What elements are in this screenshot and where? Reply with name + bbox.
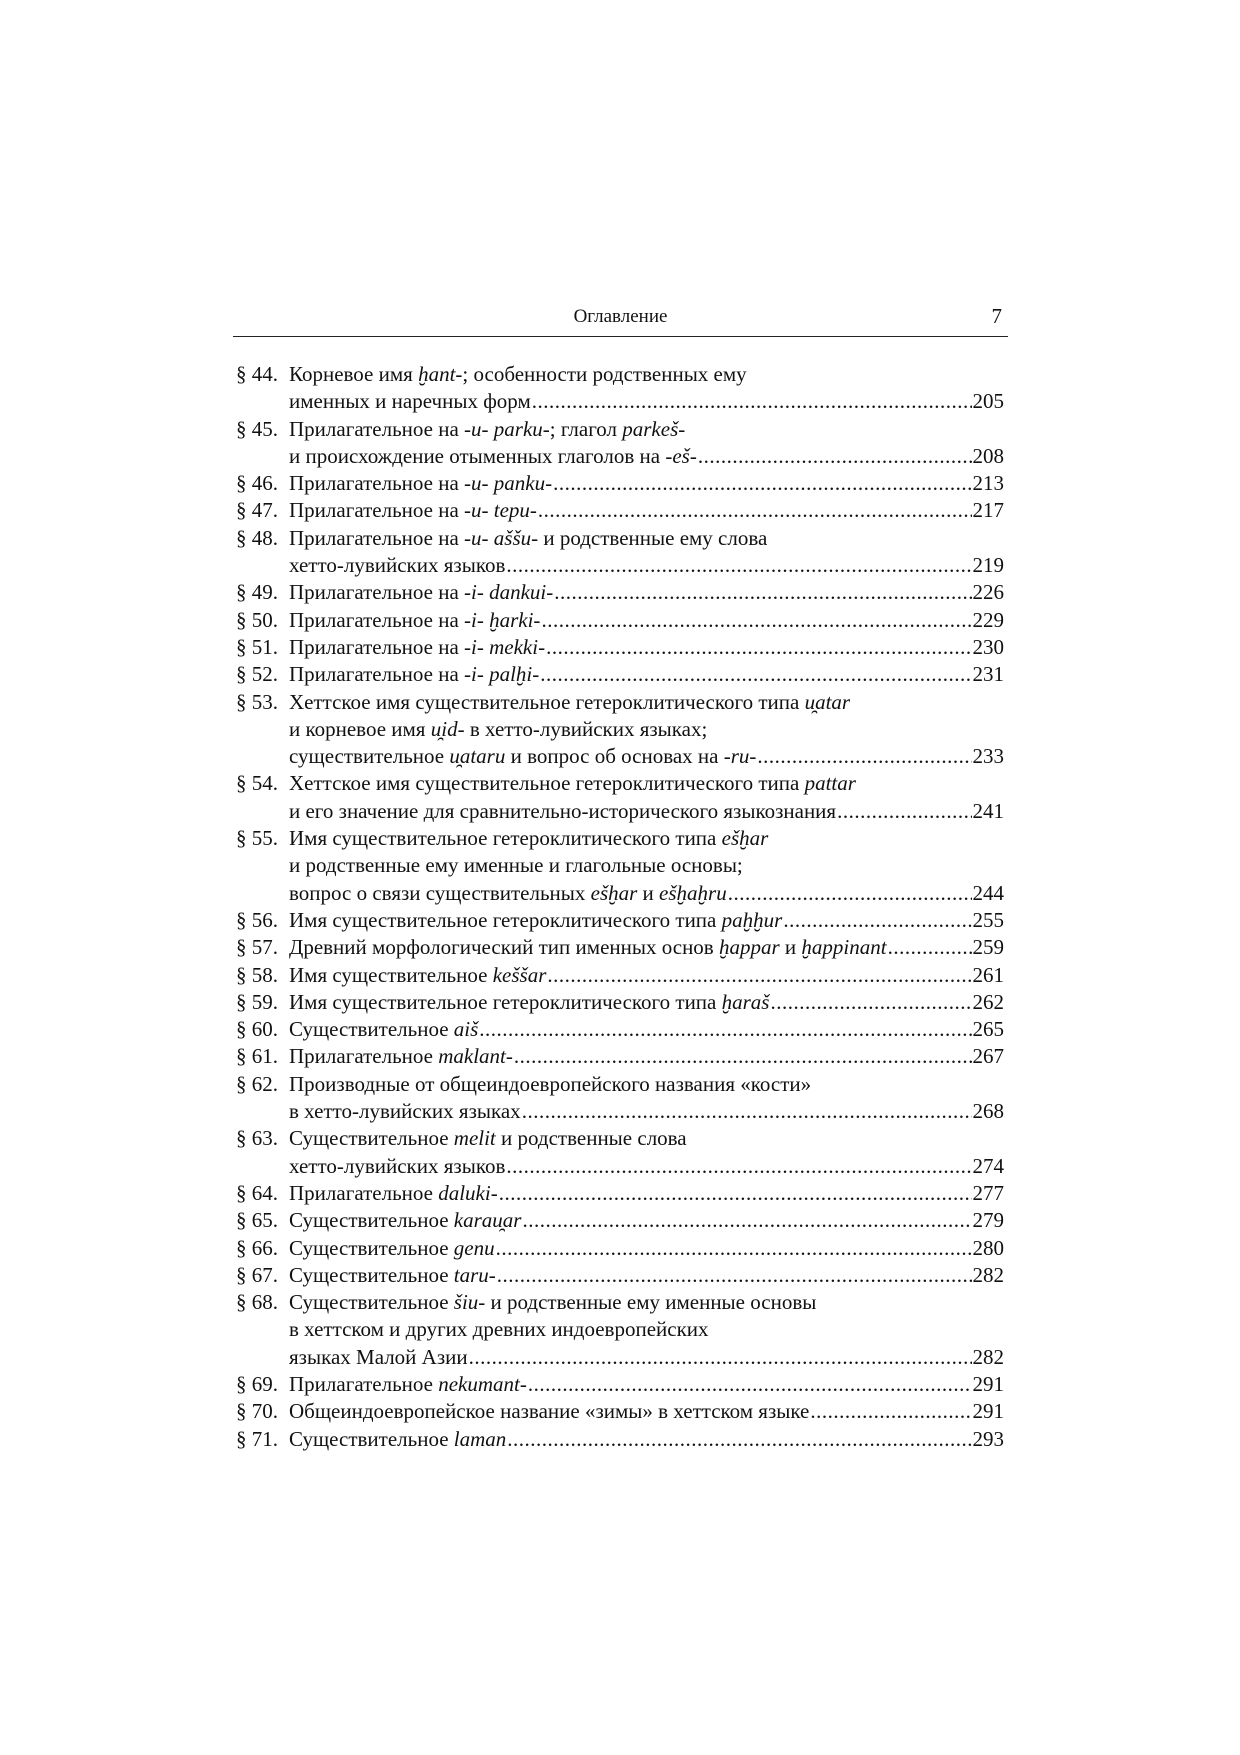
entry-page-number: 277 [972, 1180, 1004, 1205]
title-text: Общеиндоевропейское название «зимы» в хеттском языке [289, 1399, 810, 1424]
entry-title [289, 825, 768, 852]
toc-line [236, 798, 1004, 825]
dot-leader [888, 934, 972, 961]
toc-entry [236, 825, 1004, 907]
toc-entry [236, 1426, 1004, 1453]
title-text: Корневое имя [289, 362, 419, 386]
toc-entry [236, 416, 1004, 471]
entry-title [289, 1207, 521, 1234]
dot-leader [469, 1344, 972, 1371]
toc-entry [236, 689, 1004, 771]
title-text: Существительное [289, 1235, 454, 1260]
title-text: Прилагательное на [289, 471, 465, 496]
dot-leader [554, 579, 971, 606]
section-number: § 44. [236, 362, 278, 386]
entry-page-number: 291 [972, 1399, 1004, 1424]
toc-line [236, 1289, 1004, 1316]
toc-line [236, 1125, 1004, 1152]
page-number: 7 [991, 304, 1002, 328]
entry-title [289, 634, 545, 661]
toc-line [236, 962, 1004, 989]
entry-title [289, 880, 727, 907]
title-text: Прилагательное [289, 1044, 439, 1069]
section-number: § 71. [236, 1426, 278, 1451]
toc-entry [236, 1262, 1004, 1289]
entry-title [289, 416, 685, 443]
entry-title [289, 443, 697, 470]
title-text: в хеттском и других древних индоевропейских [289, 1317, 709, 1342]
toc-line [236, 1262, 1004, 1289]
entry-title [289, 1398, 809, 1425]
entry-title [289, 770, 856, 797]
entry-title [289, 1316, 709, 1343]
italic-term: daluki- [438, 1180, 498, 1205]
entry-page-number: 262 [972, 989, 1004, 1014]
dot-leader [496, 1235, 972, 1262]
section-number: § 70. [236, 1399, 278, 1424]
section-number: § 45. [236, 416, 278, 441]
section-number: § 68. [236, 1290, 278, 1315]
italic-term: -u- parku- [464, 416, 550, 441]
toc-line [236, 1316, 1004, 1343]
italic-term: -i- mekki- [464, 634, 546, 659]
entry-title [289, 743, 756, 770]
entry-page-number: 244 [972, 880, 1004, 905]
toc-line [236, 443, 1004, 470]
dot-leader [837, 798, 971, 825]
dot-leader [540, 661, 971, 688]
toc-entry [236, 661, 1004, 688]
entry-title [289, 1235, 495, 1262]
section-number: § 57. [236, 935, 278, 960]
toc-line [236, 1043, 1004, 1070]
entry-title [289, 716, 707, 743]
dot-leader [546, 634, 971, 661]
title-text: существительное [289, 744, 450, 769]
entry-title [289, 934, 887, 961]
entry-title [289, 1289, 816, 1316]
entry-title [289, 1125, 687, 1152]
toc-entry [236, 525, 1004, 580]
title-text: Прилагательное [289, 1371, 439, 1396]
italic-term: -u- panku- [464, 471, 553, 496]
toc-entry [236, 579, 1004, 606]
italic-term: u̯ataru [449, 744, 506, 769]
entry-title [289, 852, 743, 879]
italic-term: ḫaraš [721, 989, 770, 1014]
toc-line [236, 934, 1004, 961]
toc-entry [236, 497, 1004, 524]
italic-term: pattar [804, 771, 856, 796]
title-text: Имя существительное [289, 962, 493, 987]
toc-entry [236, 361, 1004, 416]
entry-page-number: 230 [972, 634, 1004, 659]
entry-title [289, 689, 850, 716]
toc-line [236, 1071, 1004, 1098]
title-text: Хеттское имя существительное гетероклитического типа [289, 689, 805, 714]
entry-title [289, 1043, 513, 1070]
toc-entry [236, 770, 1004, 825]
section-number: § 64. [236, 1180, 278, 1205]
title-text: и [637, 880, 660, 905]
entry-page-number: 219 [972, 553, 1004, 578]
section-number: § 65. [236, 1208, 278, 1233]
entry-title [289, 1344, 468, 1371]
toc-entry [236, 1289, 1004, 1371]
section-number: § 61. [236, 1044, 278, 1069]
entry-page-number: 265 [972, 1017, 1004, 1042]
title-text: в хетто-лувийских языках [289, 1099, 521, 1124]
entry-title [289, 1098, 521, 1125]
section-number: § 48. [236, 525, 278, 550]
toc-entry [236, 962, 1004, 989]
toc-line [236, 770, 1004, 797]
title-text: вопрос о связи существительных [289, 880, 591, 905]
italic-term: -i- palḫi- [464, 662, 540, 687]
table-of-contents [236, 361, 1004, 1453]
entry-title [289, 470, 552, 497]
entry-title [289, 1262, 496, 1289]
title-text: Существительное [289, 1017, 454, 1042]
toc-line [236, 1153, 1004, 1180]
entry-page-number: 291 [972, 1371, 1004, 1396]
dot-leader [532, 388, 972, 415]
italic-term: genu [453, 1235, 495, 1260]
dot-leader [728, 880, 972, 907]
toc-line [236, 1180, 1004, 1207]
title-text: Существительное [289, 1126, 454, 1151]
dot-leader [507, 1426, 971, 1453]
toc-line [236, 361, 1004, 388]
entry-title [289, 1016, 478, 1043]
title-text: именных и наречных форм [289, 389, 531, 414]
entry-page-number: 267 [972, 1044, 1004, 1069]
entry-title [289, 579, 553, 606]
title-text: и вопрос об основах на [505, 744, 724, 769]
title-text: и [779, 935, 802, 960]
dot-leader [528, 1371, 972, 1398]
section-number: § 46. [236, 471, 278, 496]
section-number: § 69. [236, 1371, 278, 1396]
section-number: § 60. [236, 1017, 278, 1042]
section-number: § 47. [236, 498, 278, 523]
title-text: Существительное [289, 1290, 454, 1315]
entry-title [289, 388, 531, 415]
title-text: хетто-лувийских языков [289, 1153, 506, 1178]
title-text: и родственные ему именные и глагольные основы; [289, 853, 743, 878]
title-text: Прилагательное на [289, 498, 465, 523]
italic-term: u̯id- [430, 716, 465, 741]
italic-term: -eš- [665, 443, 697, 468]
toc-line [236, 661, 1004, 688]
toc-entry [236, 1207, 1004, 1234]
italic-term: laman [453, 1426, 507, 1451]
title-text: Существительное [289, 1262, 454, 1287]
title-text: Существительное [289, 1208, 454, 1233]
dot-leader [538, 497, 972, 524]
section-number: § 51. [236, 634, 278, 659]
title-text: Прилагательное на [289, 634, 465, 659]
entry-title [289, 552, 505, 579]
dot-leader [506, 552, 971, 579]
entry-title [289, 1180, 498, 1207]
dot-leader [514, 1043, 972, 1070]
dot-leader [499, 1180, 972, 1207]
title-text: Прилагательное на [289, 662, 465, 687]
entry-title [289, 607, 540, 634]
italic-term: karau̯ar [453, 1208, 522, 1233]
entry-page-number: 282 [972, 1344, 1004, 1369]
running-header [233, 302, 1008, 337]
italic-term: nekumant- [438, 1371, 527, 1396]
title-text: Хеттское имя существительное гетероклитического типа [289, 771, 805, 796]
dot-leader [497, 1262, 972, 1289]
section-number: § 50. [236, 607, 278, 632]
dot-leader [698, 443, 972, 470]
toc-entry [236, 1043, 1004, 1070]
dot-leader [541, 607, 971, 634]
italic-term: ešḫaḫru [659, 880, 727, 905]
entry-page-number: 268 [972, 1099, 1004, 1124]
toc-entry [236, 1235, 1004, 1262]
title-text: Прилагательное на [289, 525, 465, 550]
toc-line [236, 607, 1004, 634]
entry-page-number: 255 [972, 907, 1004, 932]
toc-entry [236, 1398, 1004, 1425]
entry-page-number: 241 [972, 798, 1004, 823]
section-number: § 66. [236, 1235, 278, 1260]
section-number: § 63. [236, 1126, 278, 1151]
section-number: § 67. [236, 1262, 278, 1287]
toc-entry [236, 470, 1004, 497]
italic-term: ḫappar [718, 935, 780, 960]
toc-entry [236, 634, 1004, 661]
title-text: Имя существительное гетероклитического типа [289, 989, 722, 1014]
entry-title [289, 361, 747, 388]
toc-line [236, 579, 1004, 606]
entry-page-number: 274 [972, 1153, 1004, 1178]
italic-term: u̯atar [804, 689, 851, 714]
entry-page-number: 226 [972, 580, 1004, 605]
entry-title [289, 798, 836, 825]
title-text: и родственные слова [495, 1126, 687, 1151]
section-number: § 53. [236, 689, 278, 714]
toc-line [236, 388, 1004, 415]
toc-entry [236, 1071, 1004, 1126]
italic-term: paḫḫur [721, 907, 783, 932]
toc-line [236, 907, 1004, 934]
entry-title [289, 661, 539, 688]
title-text: Прилагательное на [289, 416, 465, 441]
toc-line [236, 1426, 1004, 1453]
title-text: хетто-лувийских языков [289, 553, 506, 578]
toc-line [236, 716, 1004, 743]
toc-entry [236, 607, 1004, 634]
italic-term: -ru- [723, 744, 757, 769]
dot-leader [479, 1016, 971, 1043]
entry-page-number: 213 [972, 471, 1004, 496]
toc-entry [236, 989, 1004, 1016]
toc-entry [236, 934, 1004, 961]
title-text: Древний морфологический тип именных основ [289, 935, 719, 960]
entry-title [289, 907, 782, 934]
section-number: § 59. [236, 989, 278, 1014]
toc-entry [236, 1125, 1004, 1180]
title-text: Существительное [289, 1426, 454, 1451]
italic-term: ḫant- [418, 362, 463, 386]
italic-term: ḫappinant [801, 935, 887, 960]
entry-title [289, 1371, 527, 1398]
entry-page-number: 231 [972, 662, 1004, 687]
title-text: языках Малой Азии [289, 1344, 468, 1369]
italic-term: melit [453, 1126, 496, 1151]
italic-term: ešḫar [721, 826, 769, 851]
title-text: Прилагательное на [289, 607, 465, 632]
header-title: Оглавление [573, 306, 668, 327]
title-text: и его значение для сравнительно-исторического языкознания [289, 798, 837, 823]
italic-term: -u- tepu- [464, 498, 537, 523]
toc-line [236, 497, 1004, 524]
section-number: § 62. [236, 1071, 278, 1096]
italic-term: aiš [453, 1017, 479, 1042]
toc-line [236, 1098, 1004, 1125]
toc-line [236, 1207, 1004, 1234]
section-number: § 55. [236, 826, 278, 851]
entry-title [289, 989, 769, 1016]
section-number: § 49. [236, 580, 278, 605]
toc-line [236, 1235, 1004, 1262]
italic-term: taru- [453, 1262, 496, 1287]
italic-term: parkeš- [622, 416, 686, 441]
entry-page-number: 279 [972, 1208, 1004, 1233]
toc-entry [236, 907, 1004, 934]
toc-line [236, 1344, 1004, 1371]
title-text: ; глагол [549, 416, 623, 441]
entry-title [289, 497, 537, 524]
entry-page-number: 280 [972, 1235, 1004, 1260]
dot-leader [506, 1153, 971, 1180]
entry-page-number: 259 [972, 935, 1004, 960]
title-text: Имя существительное гетероклитического типа [289, 907, 722, 932]
italic-term: -u- aššu- [464, 525, 539, 550]
section-number: § 58. [236, 962, 278, 987]
toc-line [236, 634, 1004, 661]
section-number: § 56. [236, 907, 278, 932]
toc-entry [236, 1016, 1004, 1043]
toc-line [236, 743, 1004, 770]
entry-title [289, 962, 546, 989]
entry-page-number: 233 [972, 744, 1004, 769]
entry-title [289, 525, 767, 552]
dot-leader [522, 1207, 971, 1234]
title-text: Производные от общеиндоевропейского названия «кости» [289, 1071, 812, 1096]
toc-line [236, 689, 1004, 716]
title-text: и происхождение отыменных глаголов на [289, 443, 666, 468]
toc-line [236, 1371, 1004, 1398]
title-text: Прилагательное [289, 1180, 439, 1205]
italic-term: šiu- [453, 1290, 486, 1315]
title-text: в хетто-лувийских языках; [464, 716, 708, 741]
dot-leader [547, 962, 971, 989]
entry-title [289, 1426, 506, 1453]
entry-title [289, 1071, 811, 1098]
italic-term: -i- dankui- [464, 580, 554, 605]
entry-page-number: 293 [972, 1426, 1004, 1451]
toc-line [236, 525, 1004, 552]
dot-leader [810, 1398, 971, 1425]
italic-term: keššar [492, 962, 547, 987]
title-text: ; особенности родственных ему [462, 362, 747, 386]
entry-page-number: 229 [972, 607, 1004, 632]
italic-term: maklant- [438, 1044, 513, 1069]
title-text: Прилагательное на [289, 580, 465, 605]
toc-entry [236, 1371, 1004, 1398]
toc-line [236, 1016, 1004, 1043]
dot-leader [522, 1098, 972, 1125]
toc-line [236, 989, 1004, 1016]
section-number: § 52. [236, 662, 278, 687]
section-number: § 54. [236, 771, 278, 796]
dot-leader [757, 743, 971, 770]
toc-line [236, 470, 1004, 497]
toc-line [236, 416, 1004, 443]
dot-leader [783, 907, 971, 934]
entry-page-number: 282 [972, 1262, 1004, 1287]
entry-page-number: 205 [972, 389, 1004, 414]
toc-entry [236, 1180, 1004, 1207]
entry-page-number: 208 [972, 443, 1004, 468]
title-text: и родственные ему именные основы [485, 1290, 817, 1315]
entry-title [289, 1153, 505, 1180]
italic-term: ešḫar [590, 880, 638, 905]
toc-line [236, 552, 1004, 579]
dot-leader [770, 989, 971, 1016]
entry-page-number: 217 [972, 498, 1004, 523]
toc-line [236, 880, 1004, 907]
dot-leader [553, 470, 971, 497]
toc-line [236, 1398, 1004, 1425]
italic-term: -i- ḫarki- [464, 607, 541, 632]
title-text: Имя существительное гетероклитического типа [289, 826, 722, 851]
toc-line [236, 825, 1004, 852]
toc-line [236, 852, 1004, 879]
entry-page-number: 261 [972, 962, 1004, 987]
title-text: и корневое имя [289, 716, 431, 741]
title-text: и родственные ему слова [538, 525, 768, 550]
